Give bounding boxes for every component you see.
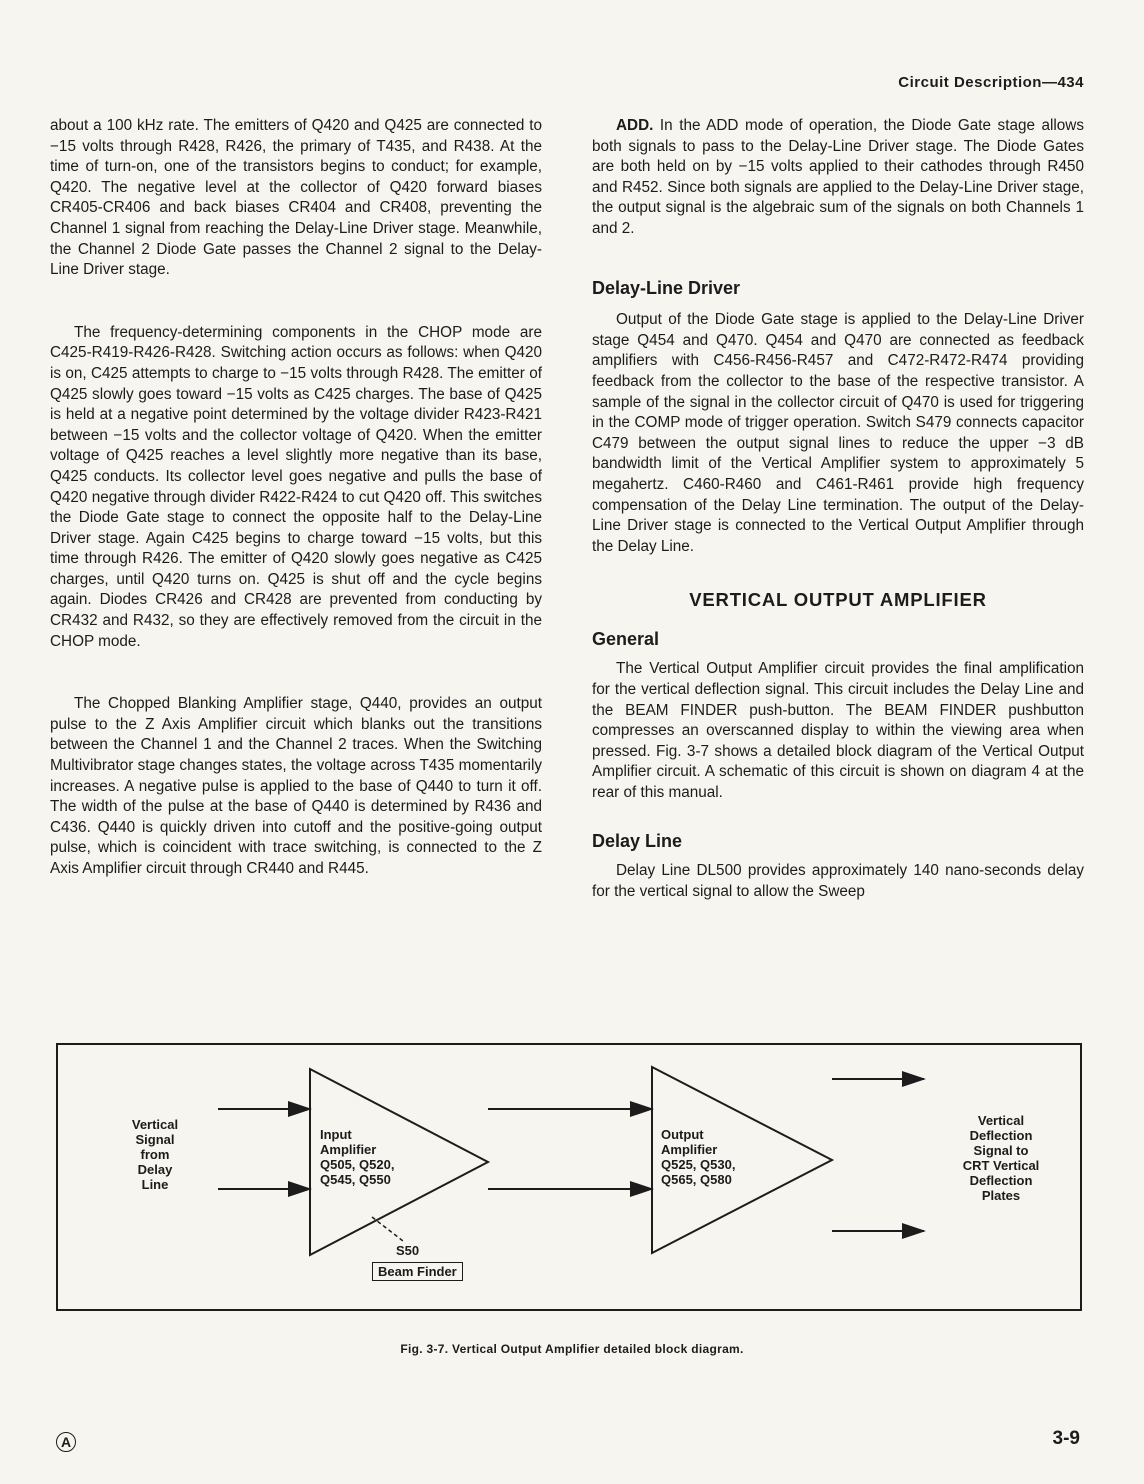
block-diagram-lines <box>58 1045 1080 1309</box>
input-amplifier-label: Input Amplifier Q505, Q520, Q545, Q550 <box>320 1127 395 1187</box>
beam-finder-box: Beam Finder <box>372 1262 463 1281</box>
figure-caption: Fig. 3-7. Vertical Output Amplifier detailed block diagram. <box>400 1342 744 1356</box>
add-lead: ADD. <box>616 117 654 134</box>
paragraph-delay-line-driver: Output of the Diode Gate stage is applied to the Delay-Line Driver stage Q454 and Q470. Q454 and Q470 are connected as feedback amplifiers with C456-R456-R457 and C472-R472-R474 providing feedback from the collector to the base of the respective transistor. A sample of the signal in the collector circuit of Q470 is used for triggering in the COMP mode of trigger operation. Switch S479 connects capacitor C479 between the output signal lines to reduce the upper −3 dB bandwidth limit of the Vertical Amplifier system to approximately 5 megahertz. C460-R460 and C461-R461 provide high frequency compensation of the Delay Line termination. The output of the Delay-Line Driver stage is connected to the Vertical Output Amplifier through the Delay Line. <box>592 311 1084 555</box>
add-text: In the ADD mode of operation, the Diode Gate stage allows both signals to pass to the Delay-Line Driver stage. The Diode Gates are both held on by −15 volts applied to their cathodes through R450 and R452. Since both signals are applied to the Delay-Line Driver stage, the output signal is the algebraic sum of the signals on both Channels 1 and 2. <box>592 117 1084 237</box>
block-diagram <box>56 1043 1082 1311</box>
paragraph-add-mode <box>592 116 1084 240</box>
left-column <box>50 116 542 880</box>
paragraph-delay-line: Delay Line DL500 provides approximately 140 nano-seconds delay for the vertical signal to allow the Sweep <box>592 862 1084 900</box>
input-signal-label: Vertical Signal from Delay Line <box>131 1117 179 1192</box>
output-amplifier-label: Output Amplifier Q525, Q530, Q565, Q580 <box>661 1127 736 1187</box>
switch-id-label: S50 <box>396 1243 420 1258</box>
revision-mark: A <box>56 1432 76 1452</box>
running-header: Circuit Description—434 <box>898 74 1084 91</box>
paragraph-chopped-blanking: The Chopped Blanking Amplifier stage, Q440, provides an output pulse to the Z Axis Amplifier circuit which blanks out the transitions between the Channel 1 and the Channel 2 traces. When the Switching Multivibrator stage changes states, the voltage across T435 momentarily increases. A negative pulse is applied to the base of Q440 to turn it off. The width of the pulse at the base of Q440 is determined by R436 and C436. Q440 is quickly driven into cutoff and the positive-going output pulse, which is coincident with trace switching, is connected to the Z Axis Amplifier circuit through CR440 and R445. <box>50 695 542 877</box>
heading-general: General <box>592 628 660 649</box>
output-signal-label: Vertical Deflection Signal to CRT Vertical Deflection Plates <box>962 1113 1040 1203</box>
heading-delay-line-driver: Delay-Line Driver <box>592 277 741 298</box>
paragraph-general: The Vertical Output Amplifier circuit provides the final amplification for the vertical deflection signal. This circuit includes the Delay Line and the BEAM FINDER push-button. The BEAM FINDER pushbutton compresses an overscanned display to within the viewing area when pressed. Fig. 3-7 shows a detailed block diagram of the Vertical Output Amplifier circuit. A schematic of this circuit is shown on diagram 4 at the rear of this manual. <box>592 660 1084 802</box>
paragraph-chop-frequency: The frequency-determining components in the CHOP mode are C425-R419-R426-R428. Switching action occurs as follows: when Q420 is on, C425 attempts to charge to −15 volts through R428. The emitter of Q425 slowly goes toward −15 volts as C425 charges. The base of Q425 is held at a negative point determined by the voltage divider R423-R421 between −15 volts and the collector voltage of Q420. When the emitter voltage of Q425 reaches a level slightly more negative than its base, Q425 conducts. Its collector level goes negative and pulls the base of Q420 negative through divider R422-R424 to cut Q420 off. This switches the Diode Gate stage to connect the opposite half to the Delay-Line Driver stage. Again C425 begins to charge toward −15 volts, but this time through R426. The emitter of Q420 slowly goes negative as C425 charges, until Q420 turns on. Q425 is shut off and the cycle begins again. Diodes CR426 and CR428 are prevented from conducting by CR432 and R432, so they are effectively removed from the circuit in the CHOP mode. <box>50 323 542 650</box>
page-number: 3-9 <box>1052 1428 1080 1449</box>
right-column <box>592 116 1084 902</box>
heading-delay-line: Delay Line <box>592 830 683 851</box>
paragraph-diode-gate-continued: about a 100 kHz rate. The emitters of Q420 and Q425 are connected to −15 volts through R428, R426, the primary of T435, and R438. At the time of turn-on, one of the transistors begins to conduct; for example, Q420. The negative level at the collector of Q420 forward biases CR405-CR406 and back biases CR404 and CR408, preventing the Channel 1 signal from reaching the Delay-Line Driver stage. Meanwhile, the Channel 2 Diode Gate passes the Channel 2 signal to the Delay-Line Driver stage. <box>50 117 542 279</box>
heading-vertical-output-amplifier: VERTICAL OUTPUT AMPLIFIER <box>689 589 987 611</box>
